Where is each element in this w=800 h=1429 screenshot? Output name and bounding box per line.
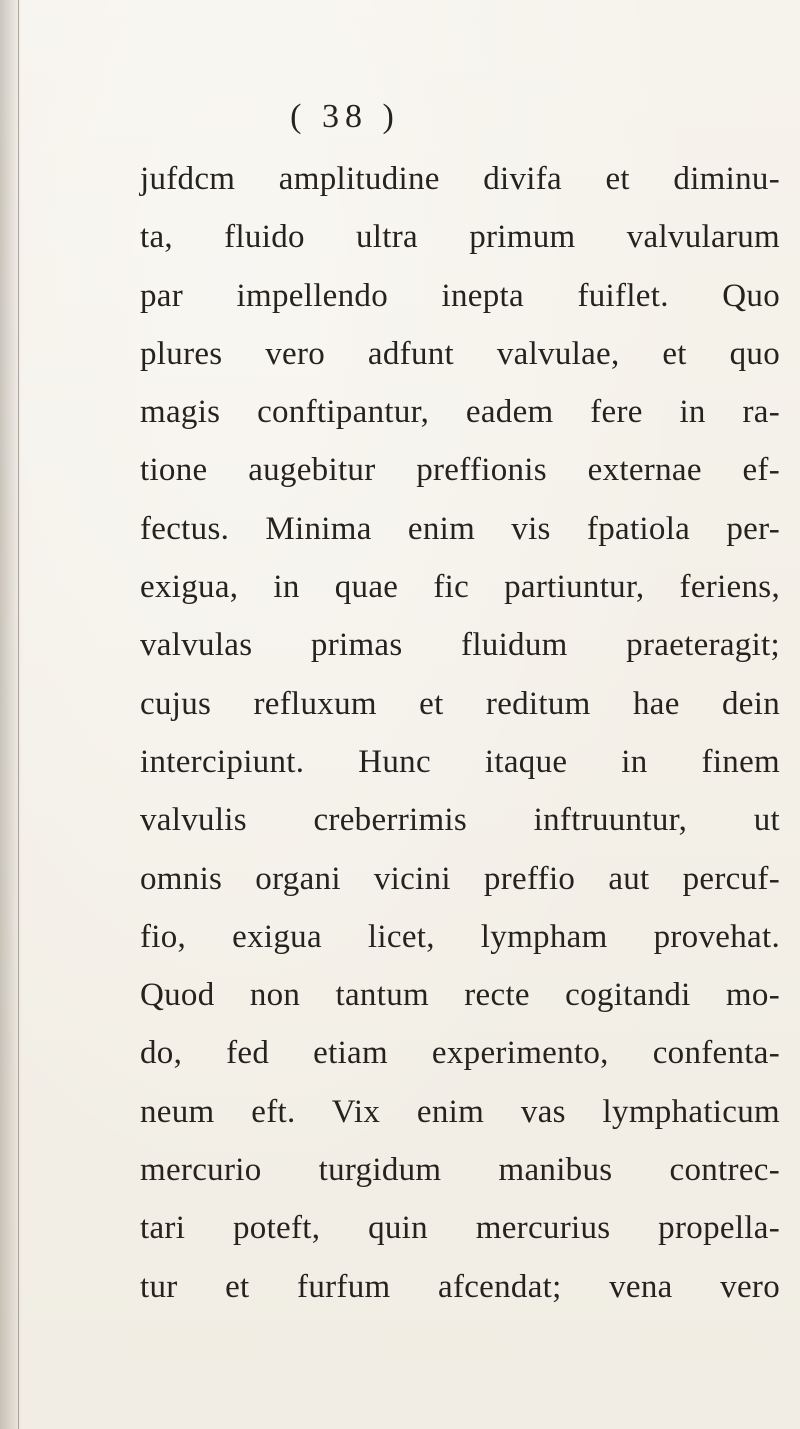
text-line: fio, exigua licet, lympham provehat. (140, 918, 780, 955)
text-line: valvulis creberrimis inftruuntur, ut (140, 802, 780, 839)
text-line: tione augebitur preffionis externae ef- (140, 452, 780, 489)
text-line: neum eft. Vix enim vas lymphaticum (140, 1093, 780, 1130)
gutter-line (18, 0, 19, 1429)
text-line: intercipiunt. Hunc itaque in finem (140, 743, 780, 780)
page-number: ( 38 ) (290, 98, 400, 135)
text-line: ta, fluido ultra primum valvularum (140, 219, 780, 256)
text-line: valvulas primas fluidum praeteragit; (140, 627, 780, 664)
text-line: par impellendo inepta fuiflet. Quo (140, 277, 780, 314)
text-line: fectus. Minima enim vis fpatiola per- (140, 510, 780, 547)
text-line: tari poteft, quin mercurius propella- (140, 1210, 780, 1247)
text-line: omnis organi vicini preffio aut percuf- (140, 860, 780, 897)
text-line: exigua, in quae fic partiuntur, feriens, (140, 569, 780, 606)
text-line: mercurio turgidum manibus contrec- (140, 1152, 780, 1189)
body-text (140, 150, 780, 1316)
text-line: jufdcm amplitudine divifa et diminu- (140, 161, 780, 197)
text-line: cujus refluxum et reditum hae dein (140, 685, 780, 722)
text-line: do, fed etiam experimento, confenta- (140, 1035, 780, 1072)
text-line: tur et furfum afcendat; vena vero (140, 1268, 780, 1305)
text-line: plures vero adfunt valvulae, et quo (140, 335, 780, 372)
text-line: Quod non tantum recte cogitandi mo- (140, 977, 780, 1014)
text-line: magis conftipantur, eadem fere in ra- (140, 394, 780, 431)
